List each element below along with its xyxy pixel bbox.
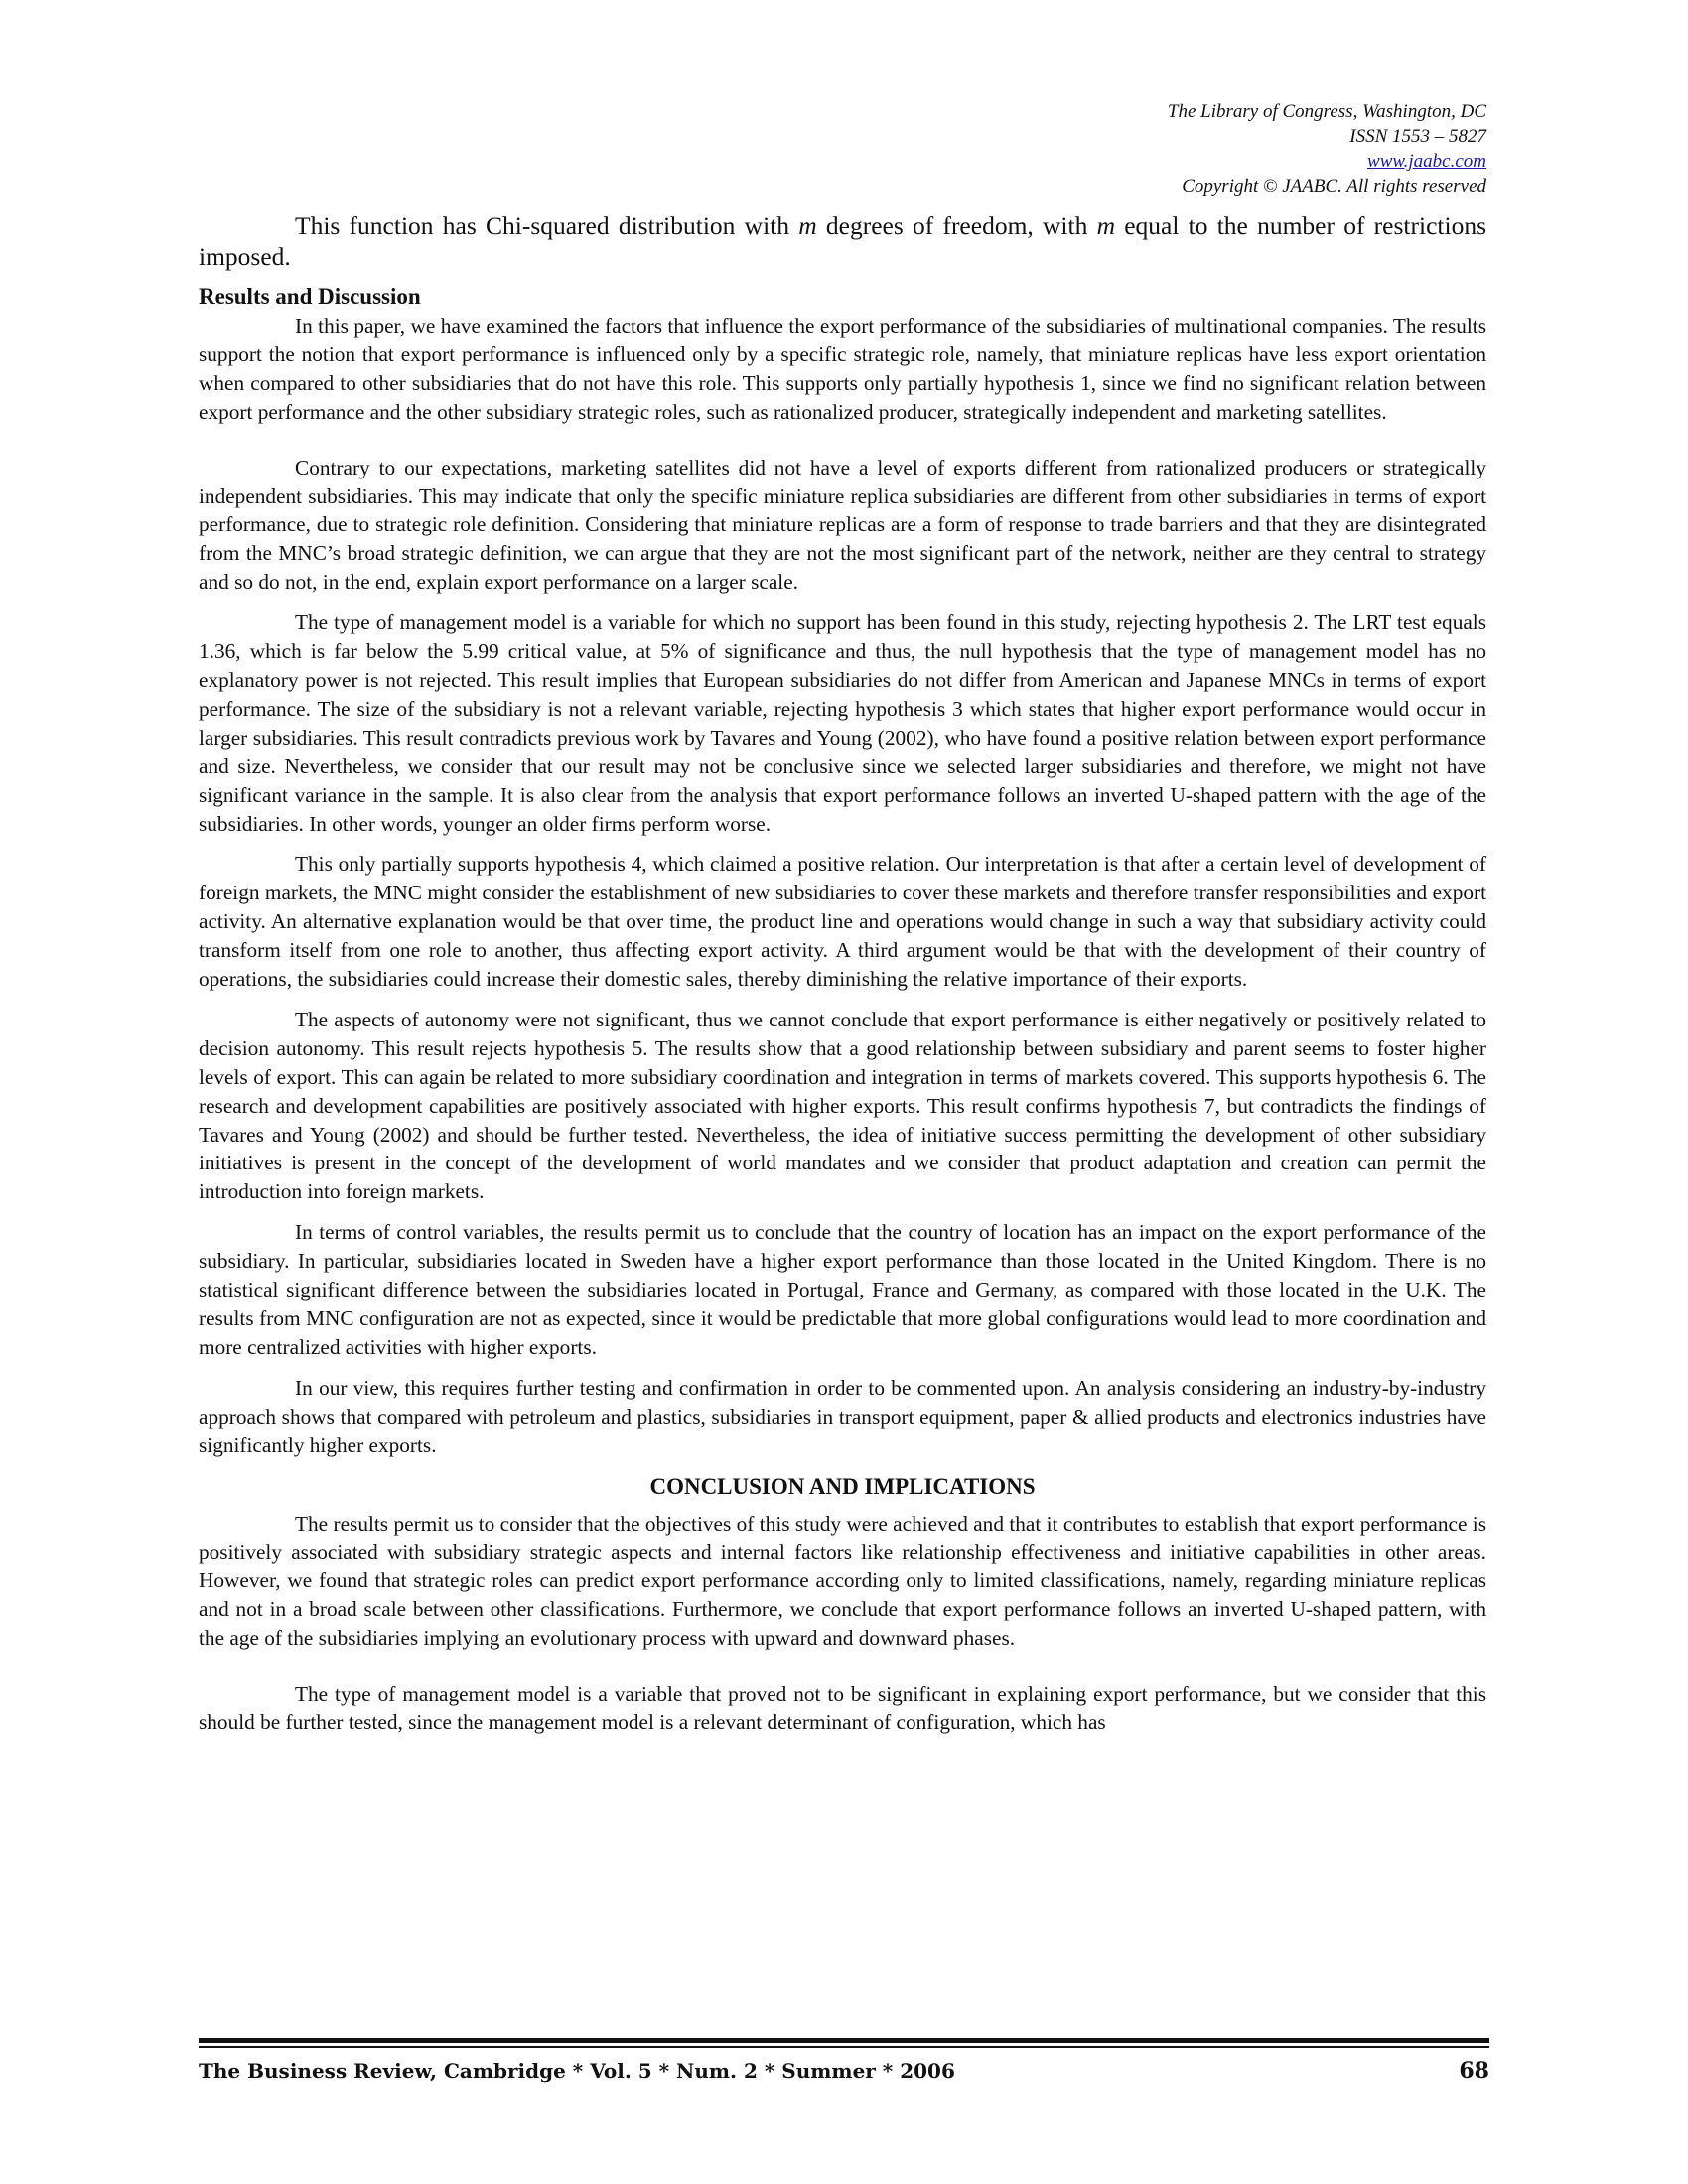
body-paragraph: In terms of control variables, the results permit us to conclude that the country of location has an impact on the export performance of the subsidiary. In particular, subsidiaries located in Sweden have a higher export performance than those located in the United Kingdom. There is no statistical significant difference between the subsidiaries located in Portugal, France and Germany, as compared with those located in the U.K. The results from MNC configuration are not as expected, since it would be predictable that more global configurations would lead to more coordination and more centralized activities with higher exports.: [199, 1220, 1486, 1359]
body-paragraph: This only partially supports hypothesis 4, which claimed a positive relation. Our interpretation is that after a certain level of development of foreign markets, the MNC might consider the establishment of new subsidiaries to cover these markets and therefore transfer responsibilities and export activity. An alternative explanation would be that over time, the product line and operations would change in such a way that subsidiary activity could transform itself from one role to another, thus affecting export activity. A third argument would be that with the development of their country of operations, the subsidiaries could increase their domestic sales, thereby diminishing the relative importance of their exports.: [199, 852, 1486, 992]
body-paragraph: In our view, this requires further testing and confirmation in order to be commented upon. An analysis considering an industry-by-industry approach shows that compared with petroleum and plastics, subsidiaries in transport equipment, paper & allied products and electronics industries have significantly higher exports.: [199, 1375, 1486, 1457]
footer-rule-thin: [199, 2046, 1489, 2048]
body-paragraph: The type of management model is a variable for which no support has been found in this study, rejecting hypothesis 2. The LRT test equals 1.36, which is far below the 5.99 critical value, at 5% of significance and thus, the null hypothesis that the type of management model has no explanatory power is not rejected. This result implies that European subsidiaries do not differ from American and Japanese MNCs in terms of export performance. The size of the subsidiary is not a relevant variable, rejecting hypothesis 3 which states that higher export performance would occur in larger subsidiaries. This result contradicts previous work by Tavares and Young (2002), who have found a positive relation between export performance and size. Nevertheless, we consider that our result may not be conclusive since we selected larger subsidiaries and therefore, we might not have significant variance in the sample. It is also clear from the analysis that export performance follows an inverted U-shaped pattern with the age of the subsidiaries. In other words, younger an older firms perform worse.: [199, 611, 1486, 836]
page-number: 68: [1459, 2058, 1489, 2084]
journal-footer: [199, 2057, 1489, 2085]
publication-header: [1168, 99, 1486, 199]
section-heading-conclusion: CONCLUSION AND IMPLICATIONS: [649, 1473, 1036, 1499]
issn-line: ISSN 1553 – 5827: [1349, 126, 1486, 147]
intro-paragraph: This function has Chi-squared distribution with m degrees of freedom, with m equal to the number of restrictions imposed.: [199, 211, 1486, 271]
body-paragraph: The aspects of autonomy were not significant, thus we cannot conclude that export performance is either negatively or positively related to decision autonomy. This result rejects hypothesis 5. The results show that a good relationship between subsidiary and parent seems to foster higher levels of export. This can again be related to more subsidiary coordination and integration in terms of markets covered. This supports hypothesis 6. The research and development capabilities are positively associated with higher exports. This result confirms hypothesis 7, but contradicts the findings of Tavares and Young (2002) and should be further tested. Nevertheless, the idea of initiative success permitting the development of other subsidiary initiatives is present in the concept of the development of world mandates and we consider that product adaptation and creation can permit the introduction into foreign markets.: [199, 1007, 1486, 1204]
variable-m: m: [1096, 211, 1115, 240]
variable-m: m: [798, 211, 817, 240]
footer-rule-thick: [199, 2038, 1489, 2043]
article-body: [199, 210, 1486, 1737]
website-link[interactable]: www.jaabc.com: [1367, 151, 1486, 172]
section-heading-results: Results and Discussion: [199, 284, 421, 309]
body-paragraph: In this paper, we have examined the factors that influence the export performance of the subsidiaries of multinational companies. The results support the notion that export performance is influenced only by a specific strategic role, namely, that miniature replicas have less export orientation when compared to other subsidiaries that do not have this role. This supports only partially hypothesis 1, since we find no significant relation between export performance and the other subsidiary strategic roles, such as rationalized producer, strategically independent and marketing satellites.: [199, 314, 1486, 424]
body-paragraph: The type of management model is a variable that proved not to be significant in explaining export performance, but we consider that this should be further tested, since the management model is a relevant determinant of configuration, which has: [199, 1682, 1486, 1734]
body-paragraph: Contrary to our expectations, marketing satellites did not have a level of exports different from rationalized producers or strategically independent subsidiaries. This may indicate that only the specific miniature replica subsidiaries are different from other subsidiaries in terms of export performance, due to strategic role definition. Considering that miniature replicas are a form of response to trade barriers and that they are disintegrated from the MNC’s broad strategic definition, we can argue that they are not the most significant part of the network, neither are they central to strategy and so do not, in the end, explain export performance on a larger scale.: [199, 455, 1486, 595]
journal-citation: The Business Review, Cambridge * Vol. 5 * Num. 2 * Summer * 2006: [199, 2059, 955, 2083]
copyright-line: Copyright © JAABC. All rights reserved: [1182, 176, 1486, 197]
library-line: The Library of Congress, Washington, DC: [1167, 101, 1486, 122]
body-paragraph: The results permit us to consider that the objectives of this study were achieved and that it contributes to establish that export performance is positively associated with subsidiary strategic aspects and internal factors like relationship effectiveness and initiative capabilities in other areas. However, we found that strategic roles can predict export performance according only to limited classifications, namely, regarding miniature replicas and not in a broad scale between other classifications. Furthermore, we conclude that export performance follows an inverted U-shaped pattern, with the age of the subsidiaries implying an evolutionary process with upward and downward phases.: [199, 1511, 1486, 1651]
